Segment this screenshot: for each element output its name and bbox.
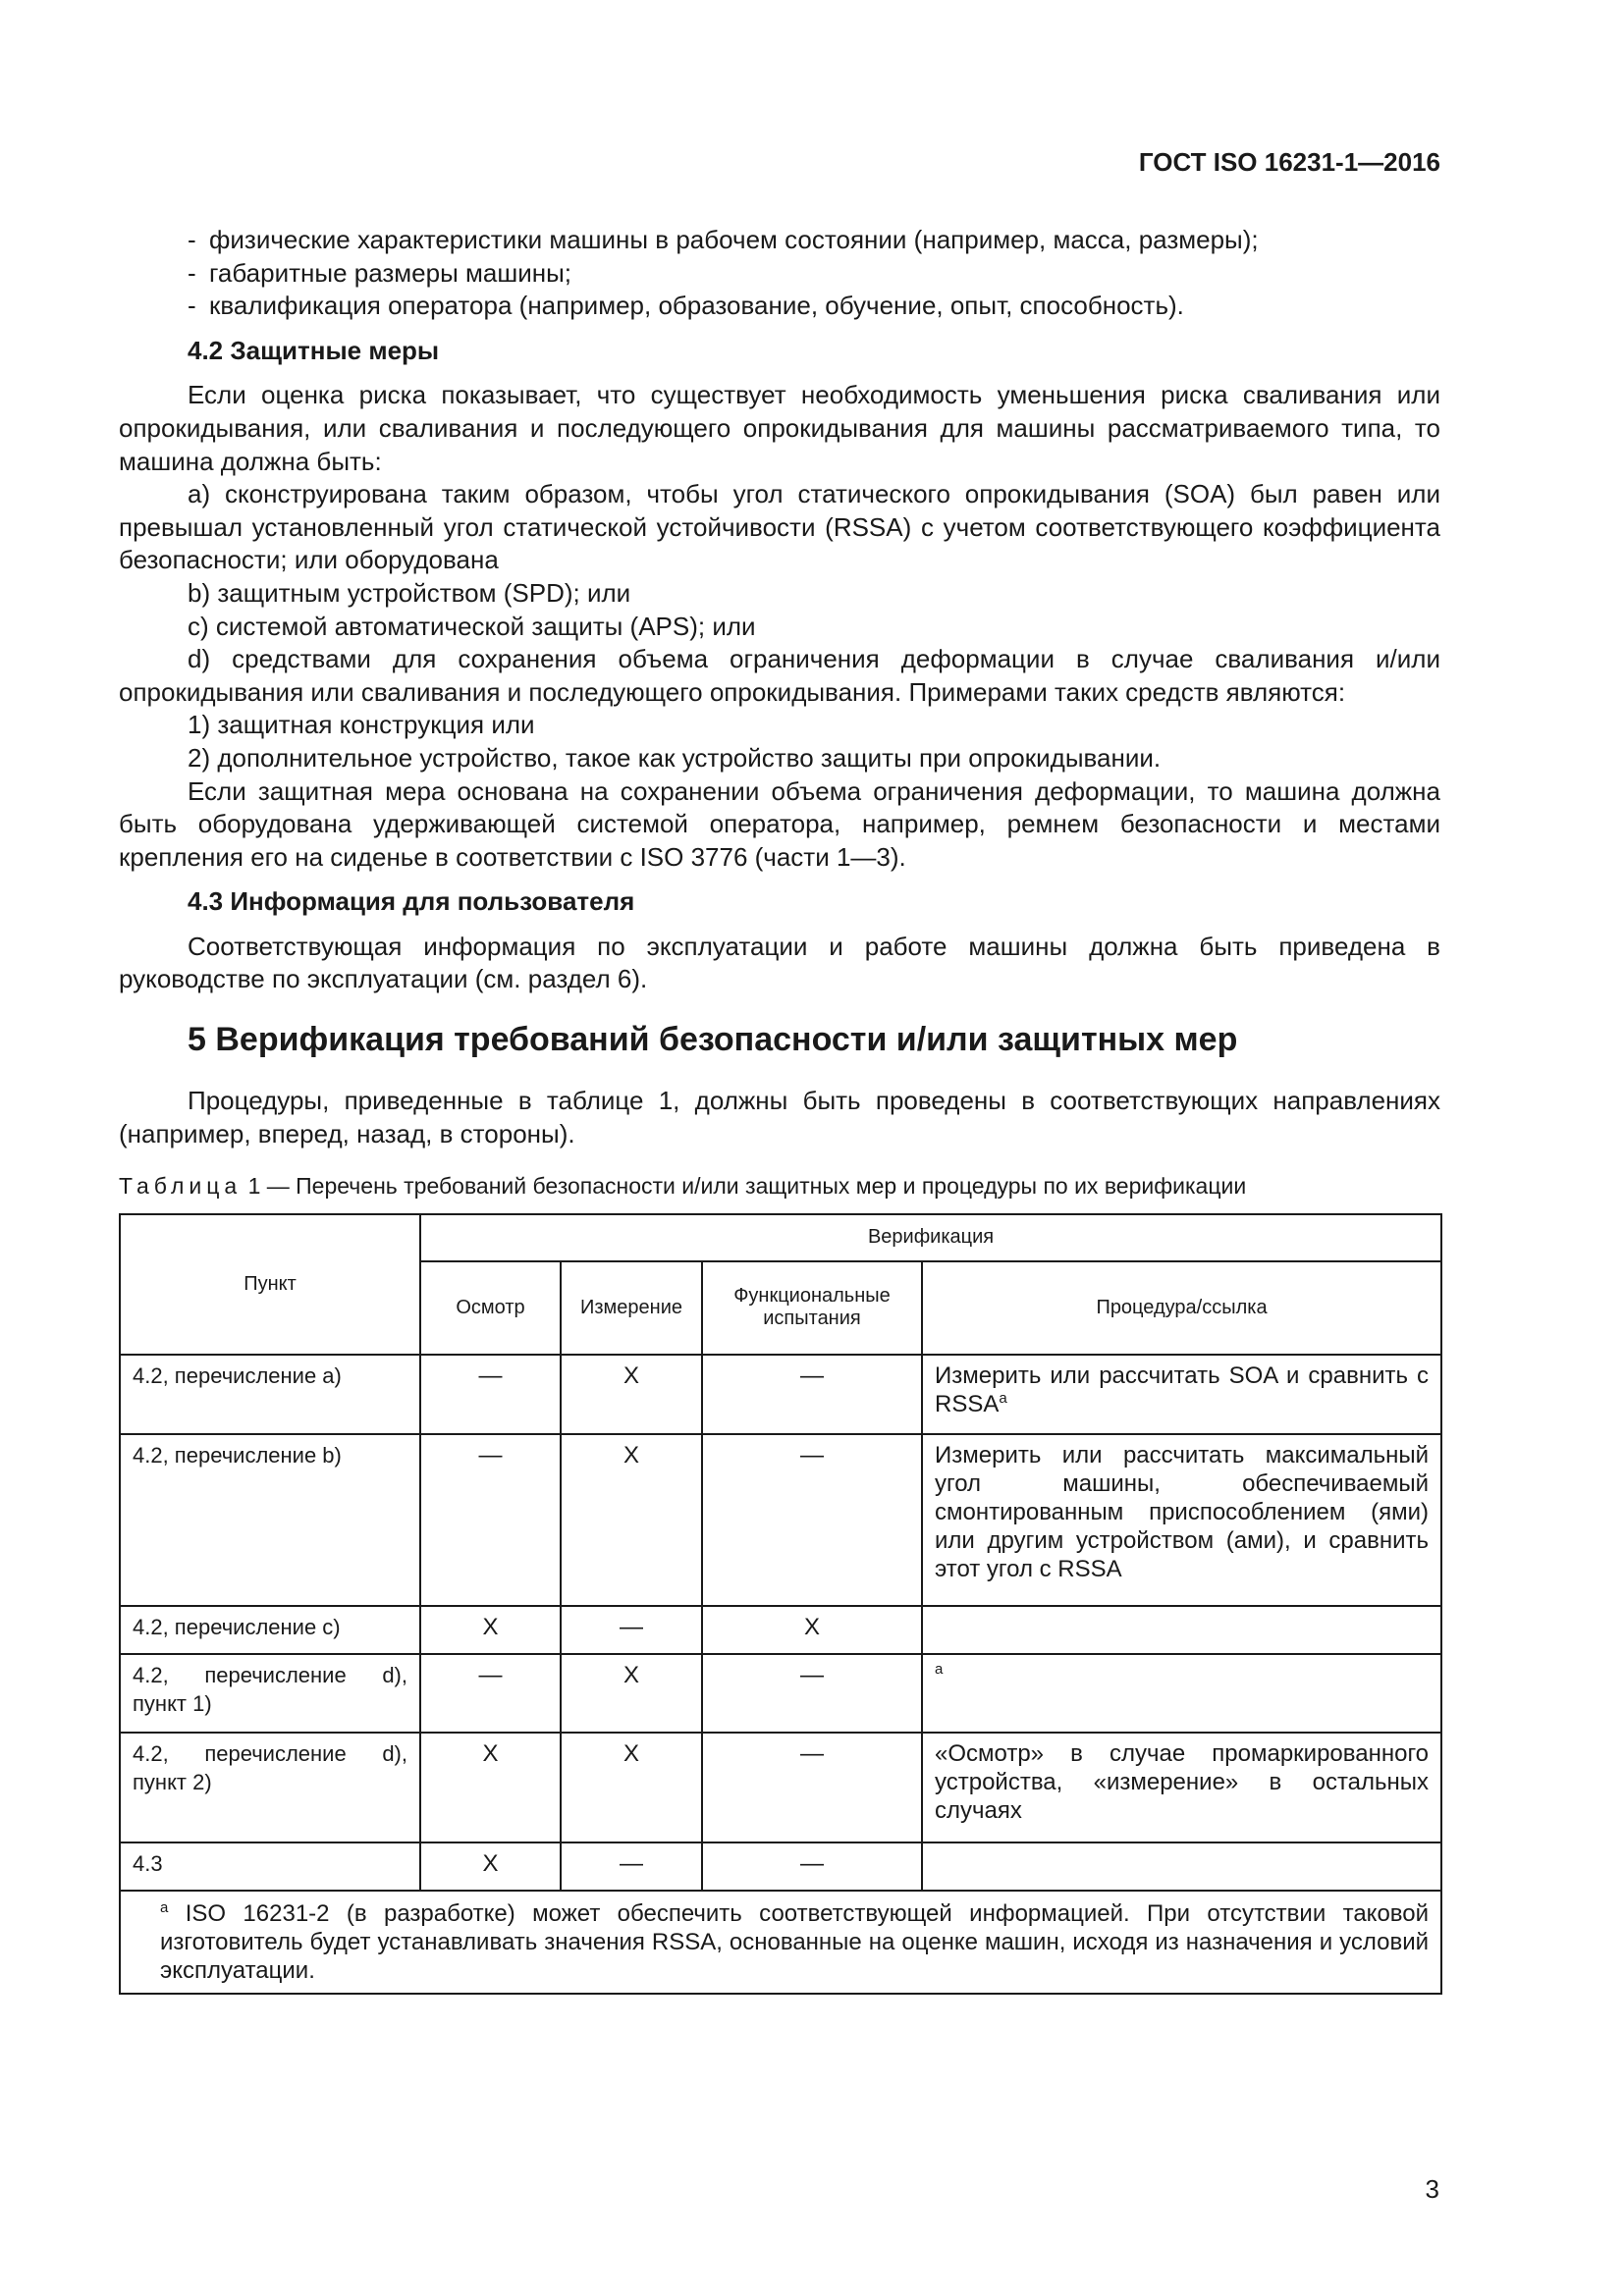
document-standard-header: ГОСТ ISO 16231-1—2016 [1138, 147, 1440, 177]
table-row: 4.2, перечисление a) — X — Измерить или рассчитать SOA и сравнить с RSSA$^a$ [120, 1355, 1441, 1434]
table-caption: Таблица 1 — Перечень требований безопасности и/или защитных мер и процедуры по их верификации [119, 1173, 1247, 1200]
paragraph: Соответствующая информация по эксплуатации и работе машины должна быть приведена в руководстве по эксплуатации (см. раздел 6). [119, 931, 1440, 994]
footnote-ref: a [999, 1389, 1007, 1407]
verification-table [119, 1213, 1442, 1995]
list-item: - габаритные размеры машины; [188, 257, 571, 288]
list-item-a: a) сконструирована таким образом, чтобы угол статического опрокидывания (SOA) был равен или превышал установленный угол статической устойчивости (RSSA) с учетом соответствующего коэффициента безопасности; или оборудована [119, 479, 1440, 575]
list-item: - квалификация оператора (например, образование, обучение, опыт, способность). [188, 291, 1184, 321]
section-heading-5: 5 Верификация требований безопасности и/или защитных мер [188, 1021, 1238, 1059]
list-item-b: b) защитным устройством (SPD); или [188, 577, 631, 608]
paragraph: Если оценка риска показывает, что существует необходимость уменьшения риска сваливания или опрокидывания, или сваливания и последующего опрокидывания для машины рассматриваемого типа, то машина должна быть: [119, 380, 1440, 476]
header-procedure: Процедура/ссылка [922, 1261, 1441, 1355]
table-row: 4.2, перечисление c) X — X [120, 1606, 1441, 1654]
list-item-d: d) средствами для сохранения объема ограничения деформации в случае сваливания и/или опрокидывания или сваливания и последующего опрокидывания. Примерами таких средств являются: [119, 644, 1440, 707]
paragraph: Если защитная мера основана на сохранении объема ограничения деформации, то машина должна быть оборудована удерживающей системой оператора, например, ремнем безопасности и местами крепления его на сиденье в соответствии с ISO 3776 (части 1—3). [119, 775, 1440, 872]
page-content [119, 224, 1440, 1995]
footnote-mark: a [160, 1898, 169, 1916]
header-inspection: Осмотр [420, 1261, 561, 1355]
list-item-c: c) системой автоматической защиты (APS); или [188, 611, 756, 641]
table-row: 4.2, перечисление b) — X — Измерить или рассчитать максимальный угол машины, обеспечиваемый смонтированным приспособлением (ями) или другим устройством (ами), и сравнить этот угол с RSSA [120, 1434, 1441, 1606]
header-item: Пункт [120, 1214, 420, 1355]
table-footnote: ISO 16231-2 (в разработке) может обеспечить соответствующей информацией. При отсутствии таковой изготовитель будет устанавливать значения RSSA, основанные на оценке машин, исходя из назначения и условий эксплуатации. [160, 1899, 1430, 1984]
table-row: 4.3 X — — [120, 1842, 1441, 1891]
list-item: - физические характеристики машины в рабочем состоянии (например, масса, размеры); [188, 225, 1259, 254]
table-row: 4.2, перечисление d), пункт 2) X X — «Осмотр» в случае промаркированного устройства, «измерение» в остальных случаях [120, 1733, 1441, 1842]
sub-item-2: 2) дополнительное устройство, такое как устройство защиты при опрокидывании. [188, 742, 1162, 773]
footnote-ref: a [935, 1660, 944, 1678]
header-measurement: Измерение [561, 1261, 702, 1355]
sub-item-1: 1) защитная конструкция или [188, 710, 535, 740]
header-verification: Верификация [420, 1214, 1441, 1261]
page-number: 3 [1425, 2174, 1439, 2204]
section-heading-4-2: 4.2 Защитные меры [188, 335, 440, 365]
table-row: 4.2, перечисление d), пункт 1) — X — $^a$ [120, 1654, 1441, 1733]
table-footnote-row [120, 1891, 1441, 1994]
header-functional-tests: Функциональные испытания [702, 1261, 922, 1355]
paragraph: Процедуры, приведенные в таблице 1, должны быть проведены в соответствующих направлениях (например, вперед, назад, в стороны). [119, 1086, 1440, 1148]
section-heading-4-3: 4.3 Информация для пользователя [188, 886, 635, 917]
